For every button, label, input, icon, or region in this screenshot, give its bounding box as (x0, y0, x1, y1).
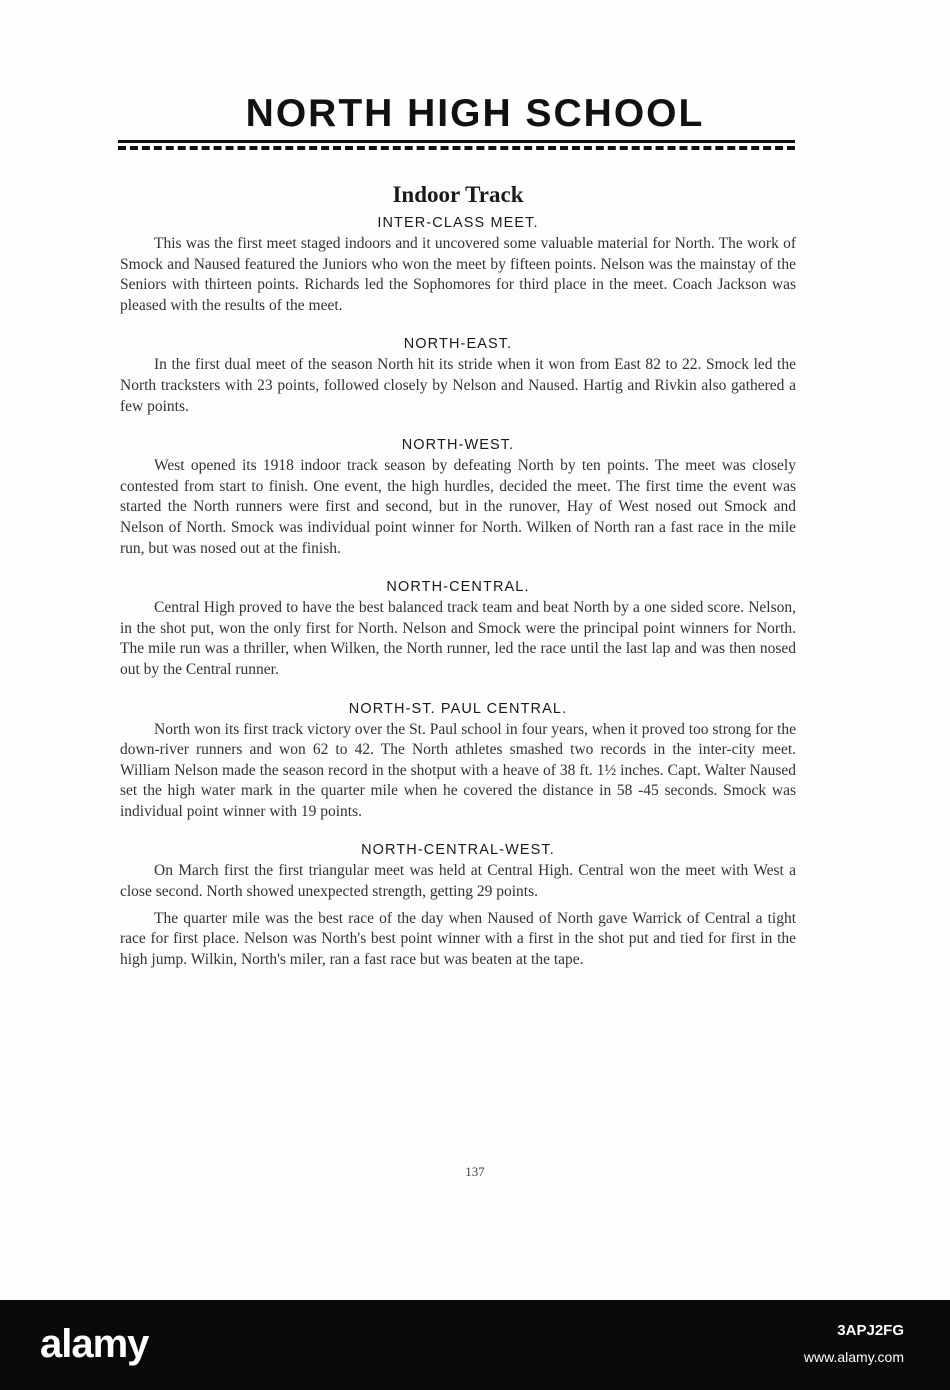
masthead-dashed-rule (118, 146, 795, 150)
paragraph-north-east: In the first dual meet of the season North hit its stride when it won from East 82 to 22. Smock led the North tracksters with 23 points, followed closely by Nelson and Naused. Hartig and Rivkin also gathered a few points. (120, 356, 796, 415)
paragraph-north-central: Central High proved to have the best balanced track team and beat North by a one sided score. Nelson, in the shot put, won the only first for North. Nelson and Smock were the principal point winners for North. The mile run was a thriller, when Wilken, the North runner, led the race until the last lap and was then nosed out by the Central runner. (120, 599, 796, 678)
paragraph-north-central-west-1: On March first the first triangular meet was held at Central High. Central won the meet with West a close second. North showed unexpected strength, getting 29 points. (120, 862, 796, 901)
section-title: Indoor Track (392, 182, 524, 207)
image-id: 3APJ2FG (837, 1322, 904, 1339)
article-body (120, 180, 796, 970)
paragraph-north-west: West opened its 1918 indoor track season by defeating North by ten points. The meet was closely contested from start to finish. One event, the high hurdles, decided the meet. The first time the event was started the North runners were first and second, but in the runover, Hay of West nosed out Smock and Nelson of North. Smock was individual point winner for North. Wilken of North ran a fast race in the mile run, but was nosed out at the finish. (120, 457, 796, 557)
page-masthead: NORTH HIGH SCHOOL (245, 92, 705, 135)
paragraph-north-central-west-2: The quarter mile was the best race of the day when Naused of North gave Warrick of Central a tight race for first place. Nelson was North's best point winner with a first in the shot put and tied for first in the high jump. Wilkin, North's miler, ran a fast race but was beaten at the tape. (120, 909, 796, 968)
stock-url[interactable]: www.alamy.com (803, 1349, 904, 1365)
heading-north-east: NORTH-EAST. (403, 336, 513, 353)
heading-inter-class-meet: INTER-CLASS MEET. (377, 215, 539, 231)
stock-watermark-bar (0, 1300, 950, 1390)
paragraph-inter-class-meet: This was the first meet staged indoors and it uncovered some valuable material for North. The work of Smock and Naused featured the Juniors who won the meet by fifteen points. Nelson was the mainstay of the Seniors with thirteen points. Richards led the Sophomores for third place in the meet. Coach Jackson was pleased with the results of the meet. (120, 235, 796, 314)
heading-north-central-west: NORTH-CENTRAL-WEST. (361, 842, 555, 859)
heading-north-st-paul-central: NORTH-ST. PAUL CENTRAL. (348, 700, 568, 717)
image-id-block (804, 1318, 904, 1370)
heading-north-west: NORTH-WEST. (401, 437, 515, 454)
masthead-rule (118, 140, 795, 143)
paragraph-north-st-paul-central: North won its first track victory over the St. Paul school in four years, when it proved too strong for the down-river runners and won 62 to 42. The North athletes smashed two records in the inter-city meet. William Nelson made the season record in the shotput with a heave of 38 ft. 1½ inches. Capt. Walter Naused set the high water mark in the quarter mile when he covered the distance in 58 -45 seconds. Smock was individual point winner with 19 points. (120, 720, 796, 820)
page-number: 137 (465, 1164, 485, 1179)
heading-north-central: NORTH-CENTRAL. (386, 579, 530, 596)
alamy-logo: alamy (40, 1322, 149, 1366)
